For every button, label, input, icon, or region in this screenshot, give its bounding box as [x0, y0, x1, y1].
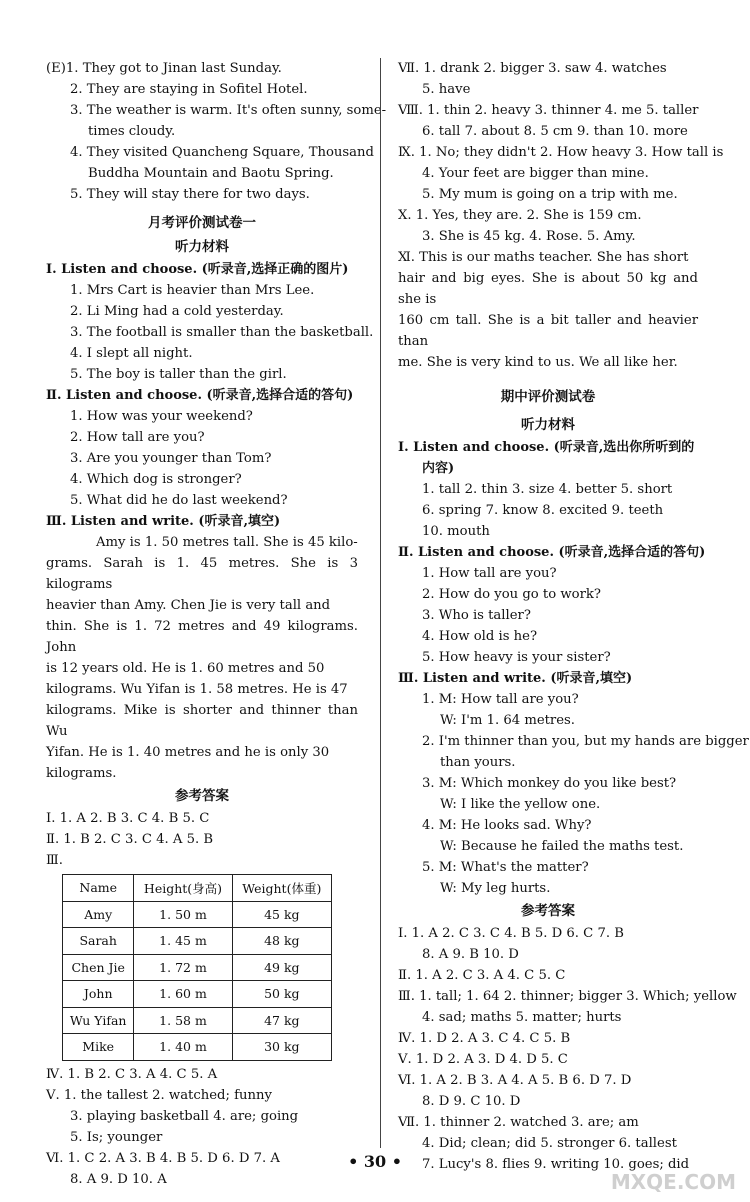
section-2-items: [398, 563, 698, 668]
answer-line: 2. They are staying in Sofitel Hotel.: [70, 82, 308, 97]
table-cell: Amy: [63, 901, 134, 928]
section-3-dialogues: [398, 689, 749, 899]
section-heading-2: Ⅱ. Listen and choose. (听录音,选择合适的答句): [398, 545, 706, 560]
left-column: [46, 58, 387, 1190]
answer-key-heading: 参考答案: [521, 903, 575, 919]
table-header-row: [63, 875, 332, 902]
answer-key-heading: 参考答案: [175, 788, 229, 804]
answer-line: Ⅰ. 1. A 2. C 3. C 4. B 5. D 6. C 7. B: [398, 926, 624, 941]
listening-passage: [46, 532, 358, 784]
answer-line: Ⅹ. 1. Yes, they are. 2. She is 159 cm.: [398, 208, 642, 223]
dialogue-line: 3. M: Which monkey do you like best?: [422, 776, 677, 791]
list-item: 3. Are you younger than Tom?: [70, 451, 272, 466]
list-item: 4. I slept all night.: [70, 346, 193, 361]
answer-key-lines: [398, 923, 737, 1175]
table-header-cell: Height(身高): [134, 875, 232, 902]
answer-line: Ⅰ. 1. A 2. B 3. C 4. B 5. C: [46, 811, 210, 826]
table-row: [63, 1034, 332, 1061]
table-cell: Mike: [63, 1034, 134, 1061]
listening-material-heading: 听力材料: [521, 417, 575, 433]
dialogue-line: than yours.: [440, 755, 516, 770]
list-item: 1. Mrs Cart is heavier than Mrs Lee.: [70, 283, 315, 298]
test-title-midterm: 期中评价测试卷: [500, 389, 596, 405]
table-cell: 1. 60 m: [134, 981, 232, 1008]
table-row: [63, 901, 332, 928]
section-heading-1-cont: 内容): [422, 461, 455, 476]
answer-line: Ⅴ. 1. the tallest 2. watched; funny: [46, 1087, 272, 1103]
answer-line: 4. They visited Quancheng Square, Thousand: [70, 145, 374, 160]
passage-line: hair and big eyes. She is about 50 kg and she is: [398, 271, 698, 307]
dialogue-line: W: My leg hurts.: [440, 881, 551, 896]
dialogue-line: 2. I'm thinner than you, but my hands are bigger: [422, 734, 749, 749]
table-cell: 49 kg: [232, 954, 331, 981]
answer-line: 5. Is; younger: [70, 1129, 163, 1145]
answer-line: 8. A 9. D 10. A: [70, 1171, 167, 1187]
answer-line: Ⅲ.: [46, 853, 63, 868]
answer-line: 4. sad; maths 5. matter; hurts: [422, 1010, 622, 1025]
answer-line: 5. They will stay there for two days.: [70, 187, 310, 202]
page-number: • 30 •: [348, 1152, 402, 1171]
answer-line: Ⅱ. 1. A 2. C 3. A 4. C 5. C: [398, 968, 566, 983]
passage-line: kilograms. Mike is shorter and thinner than Wu: [46, 703, 358, 739]
table-cell: Wu Yifan: [63, 1007, 134, 1034]
list-item: 3. Who is taller?: [422, 608, 531, 623]
list-item: 2. Li Ming had a cold yesterday.: [70, 304, 284, 319]
answer-key-lines: [46, 808, 358, 871]
table-cell: 1. 58 m: [134, 1007, 232, 1034]
section-heading-1: Ⅰ. Listen and choose. (听录音,选择正确的图片): [46, 262, 349, 277]
table-cell: 47 kg: [232, 1007, 331, 1034]
section-heading-3: Ⅲ. Listen and write. (听录音,填空): [398, 671, 633, 686]
table-row: [63, 928, 332, 955]
passage-line: Amy is 1. 50 metres tall. She is 45 kilo-: [96, 535, 358, 550]
answer-line: 5. have: [422, 82, 471, 97]
table-cell: 1. 72 m: [134, 954, 232, 981]
answer-line: Ⅶ. 1. thinner 2. watched 3. are; am: [398, 1115, 639, 1130]
answer-line: Ⅳ. 1. B 2. C 3. A 4. C 5. A: [46, 1066, 218, 1082]
passage-line: thin. She is 1. 72 metres and 49 kilograms. John: [46, 619, 358, 655]
answer-line: Buddha Mountain and Baotu Spring.: [88, 166, 334, 181]
answer-line: (E)1. They got to Jinan last Sunday.: [46, 61, 282, 76]
table-cell: 45 kg: [232, 901, 331, 928]
table-cell: 1. 50 m: [134, 901, 232, 928]
answer-line: Ⅵ. 1. C 2. A 3. B 4. B 5. D 6. D 7. A: [46, 1150, 280, 1166]
list-item: 1. How was your weekend?: [70, 409, 253, 424]
table-row: [63, 1007, 332, 1034]
table-cell: 1. 45 m: [134, 928, 232, 955]
table-row: [63, 954, 332, 981]
answer-line: 5. My mum is going on a trip with me.: [422, 187, 678, 202]
section-2-items: [46, 406, 358, 511]
watermark-logo: MXQE.COM: [610, 1170, 736, 1194]
dialogue-line: W: Because he failed the maths test.: [440, 839, 684, 854]
list-item: 3. The football is smaller than the basketball.: [70, 325, 374, 340]
answer-line: 3. The weather is warm. It's often sunny, some-: [70, 103, 387, 118]
table-cell: 48 kg: [232, 928, 331, 955]
table-cell: Sarah: [63, 928, 134, 955]
answer-line: 3. playing basketball 4. are; going: [70, 1108, 299, 1124]
answer-line: 8. A 9. B 10. D: [422, 947, 519, 962]
answer-line: 8. D 9. C 10. D: [422, 1094, 521, 1109]
column-divider: [380, 58, 381, 1148]
section-1-items: [398, 479, 698, 542]
table-cell: 30 kg: [232, 1034, 331, 1061]
section-1-items: [46, 280, 374, 385]
answer-line: Ⅵ. 1. A 2. B 3. A 4. A 5. B 6. D 7. D: [398, 1073, 632, 1088]
table-body: [63, 901, 332, 1060]
dialogue-line: 1. M: How tall are you?: [422, 692, 579, 707]
list-item: 5. What did he do last weekend?: [70, 493, 288, 508]
answer-line: Ⅷ. 1. thin 2. heavy 3. thinner 4. me 5. taller: [398, 103, 699, 118]
answer-line: Ⅶ. 1. drank 2. bigger 3. saw 4. watches: [398, 61, 667, 76]
answer-line: 3. She is 45 kg. 4. Rose. 5. Amy.: [422, 229, 636, 244]
passage-line: Ⅺ. This is our maths teacher. She has short: [398, 250, 689, 265]
answer-line: Ⅳ. 1. D 2. A 3. C 4. C 5. B: [398, 1031, 571, 1046]
table-cell: 50 kg: [232, 981, 331, 1008]
table-cell: 1. 40 m: [134, 1034, 232, 1061]
passage-line: heavier than Amy. Chen Jie is very tall and: [46, 598, 331, 613]
passage-line: kilograms. Wu Yifan is 1. 58 metres. He is 47: [46, 682, 348, 697]
dialogue-line: W: I like the yellow one.: [440, 797, 601, 812]
table-header-cell: Weight(体重): [232, 875, 331, 902]
exercise-e-answers: [46, 58, 387, 205]
passage-line: Yifan. He is 1. 40 metres and he is only 30: [46, 745, 330, 760]
dialogue-line: 4. M: He looks sad. Why?: [422, 818, 592, 833]
passage-line: kilograms.: [46, 766, 117, 781]
test-title-monthly: 月考评价测试卷一: [148, 215, 256, 231]
table-cell: John: [63, 981, 134, 1008]
section-heading-3: Ⅲ. Listen and write. (听录音,填空): [46, 514, 281, 529]
list-item: 4. How old is he?: [422, 629, 538, 644]
answer-line: Ⅴ. 1. D 2. A 3. D 4. D 5. C: [398, 1052, 568, 1067]
section-heading-2: Ⅱ. Listen and choose. (听录音,选择合适的答句): [46, 388, 354, 403]
answer-line: 6. tall 7. about 8. 5 cm 9. than 10. more: [422, 124, 688, 139]
passage-line: me. She is very kind to us. We all like her.: [398, 355, 678, 370]
answer-line: 7. Lucy's 8. flies 9. writing 10. goes; did: [422, 1157, 690, 1172]
section-heading-1: Ⅰ. Listen and choose. (听录音,选出你所听到的: [398, 440, 695, 455]
answer-line: 4. Your feet are bigger than mine.: [422, 166, 649, 181]
list-item: 1. How tall are you?: [422, 566, 557, 581]
answer-line: 4. Did; clean; did 5. stronger 6. tallest: [422, 1136, 677, 1151]
answer-line: Ⅸ. 1. No; they didn't 2. How heavy 3. How tall is: [398, 145, 724, 160]
answer-line: Ⅱ. 1. B 2. C 3. C 4. A 5. B: [46, 832, 214, 847]
list-item: 2. How tall are you?: [70, 430, 205, 445]
list-item: 10. mouth: [422, 524, 490, 539]
list-item: 4. Which dog is stronger?: [70, 472, 242, 487]
list-item: 2. How do you go to work?: [422, 587, 601, 602]
answer-line: times cloudy.: [88, 124, 176, 139]
answer-line: Ⅲ. 1. tall; 1. 64 2. thinner; bigger 3. Which; yellow: [398, 989, 737, 1004]
list-item: 1. tall 2. thin 3. size 4. better 5. short: [422, 482, 673, 497]
passage-line: grams. Sarah is 1. 45 metres. She is 3 kilograms: [46, 556, 358, 592]
height-weight-table: [62, 874, 332, 1061]
list-item: 5. How heavy is your sister?: [422, 650, 611, 665]
dialogue-line: 5. M: What's the matter?: [422, 860, 589, 875]
listening-material-heading: 听力材料: [175, 239, 229, 255]
table-cell: Chen Jie: [63, 954, 134, 981]
dialogue-line: W: I'm 1. 64 metres.: [440, 713, 575, 728]
passage-line: 160 cm tall. She is a bit taller and heavier than: [398, 313, 698, 349]
table-row: [63, 981, 332, 1008]
table-header-cell: Name: [63, 875, 134, 902]
right-column: [398, 58, 749, 1175]
passage-line: is 12 years old. He is 1. 60 metres and 50: [46, 661, 325, 676]
answer-key-vii-x: [398, 58, 724, 247]
list-item: 5. The boy is taller than the girl.: [70, 367, 287, 382]
answer-xi-passage: [398, 247, 698, 373]
list-item: 6. spring 7. know 8. excited 9. teeth: [422, 503, 664, 518]
